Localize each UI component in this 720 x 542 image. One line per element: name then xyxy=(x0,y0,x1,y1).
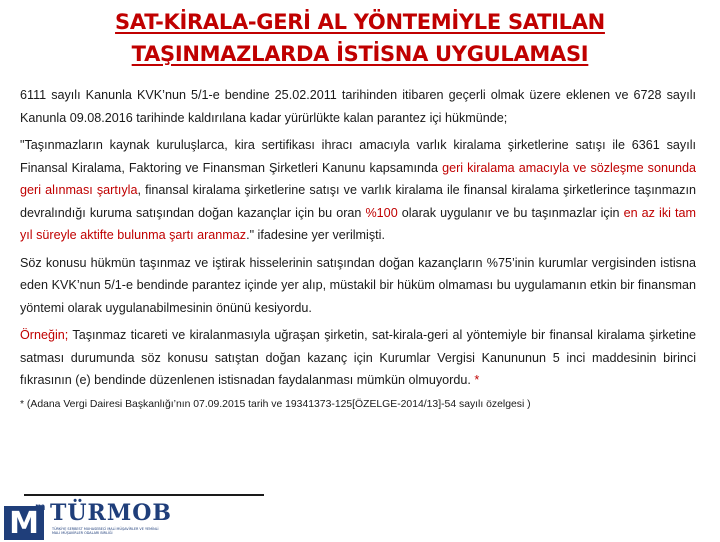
paragraph-intro: 6111 sayılı Kanunla KVK’nun 5/1-e bendine 25.02.2011 tarihinden itibaren geçerli olmak üzere eklenen ve 6728 sayılı Kanunla 09.08.2016 tarihinde kaldırılana kadar yürürlükte kalan parantez içi hükmünde; xyxy=(20,88,696,125)
quote-text-3: olarak uygulanır ve bu taşınmazlar için xyxy=(397,205,624,220)
quote-text-1: "Taşınmazların kaynak kuruluşlarca, kira sertifikası ihracı amacıyla varlık kiralama şirketlerine satışı ile 6361 sayılı Finansal Kiralama, Faktoring ve Finansman Şirketleri Kanunu kapsamında xyxy=(20,138,696,175)
logo-name: TÜRMOB xyxy=(50,500,172,526)
logo-mark-superscript: m xyxy=(35,502,46,513)
example-label: Örneğin; xyxy=(20,328,69,342)
quote-text-4: ." ifadesine yer verilmişti. xyxy=(246,228,385,242)
quote-text-2: , finansal kiralama şirketlerine satışı ve varlık kiralama ile finansal kiralama şirketlerince taşınmazın devralındığı kuruma satışından doğan kazançlar için bu oran xyxy=(20,183,696,220)
quote-highlight-condition: geri kiralama amacıyla ve sözleşme sonunda geri alınması şartıyla xyxy=(20,160,696,197)
logo-subtitle: TÜRKİYE SERBEST MUHASEBECİ MALİ MÜŞAVİRLER VE YEMİNLİ MALİ MÜŞAVİRLER ODALARI BİRLİĞİ xyxy=(52,527,159,535)
quote-highlight-period: en az iki tam yıl süreyle aktifte bulunma şartı aranmaz xyxy=(20,205,696,242)
title-line-1: SAT-KİRALA-GERİ AL YÖNTEMİYLE SATILAN xyxy=(115,10,605,34)
title-line-2: TAŞINMAZLARDA İSTİSNA UYGULAMASI xyxy=(131,42,589,66)
footnote-marker: * xyxy=(474,373,480,387)
quote-highlight-rate: %100 xyxy=(365,205,398,220)
paragraph-analysis: Söz konusu hükmün taşınmaz ve iştirak hisselerinin satışından doğan kazançların %75’inin kurumlar vergisinden istisna eden KVK’nun 5/1-e bendinde parantez içinde yer alıp, müstakil bir hüküm olmaması bu uygulamanın etkin bir finansman yöntemi olarak uygulanabilmesinin önünü kesiyordu. xyxy=(20,255,696,315)
footer-divider xyxy=(24,494,264,496)
example-text: Taşınmaz ticareti ve kiralanmasıyla uğraşan şirketin, sat-kirala-geri al yöntemiyle bir finansal kiralama şirketine satması durumunda söz konusu satıştan doğan kazanç için Kurumlar Vergisi Kanununun 5 inci maddesinin birinci fıkrasının (e) bendinde düzenlenen istisnadan faydalanması mümkün olmuyordu. xyxy=(20,328,696,387)
slide-body xyxy=(20,84,696,413)
footnote: * (Adana Vergi Dairesi Başkanlığı’nın 07.09.2015 tarih ve 19341373-125[ÖZELGE-2014/13]-54 sayılı özelgesi ) xyxy=(20,398,531,410)
paragraph-quote xyxy=(20,134,696,247)
paragraph-example xyxy=(20,324,696,392)
slide-title xyxy=(0,6,720,70)
turmob-logo xyxy=(4,500,264,540)
logo-mark-icon: M xyxy=(4,506,44,540)
